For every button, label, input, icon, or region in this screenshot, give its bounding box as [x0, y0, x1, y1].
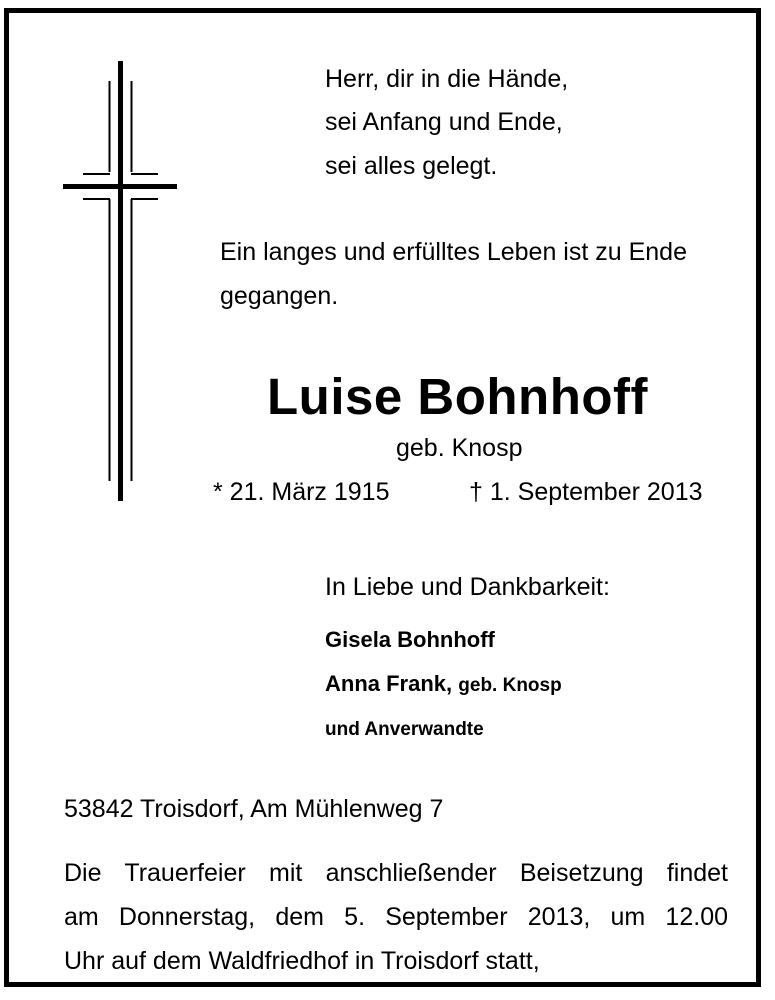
death-date: † 1. September 2013 — [469, 478, 703, 506]
verse-line-2: sei Anfang und Ende, — [325, 108, 563, 136]
mourner-relatives: und Anverwandte — [325, 719, 484, 740]
intro-line-1: Ein langes und erfülltes Leben ist zu Ende — [220, 238, 687, 266]
mourner-2 — [325, 673, 562, 695]
funeral-line-3: Uhr auf dem Waldfriedhof in Troisdorf statt, — [64, 947, 540, 975]
birth-date: * 21. März 1915 — [213, 478, 390, 506]
funeral-details — [64, 851, 728, 983]
deceased-name: Luise Bohnhoff — [267, 368, 648, 425]
address: 53842 Troisdorf, Am Mühlenweg 7 — [64, 795, 444, 823]
verse-line-3: sei alles gelegt. — [325, 152, 498, 180]
intro-line-2: gegangen. — [220, 282, 339, 310]
cross-icon — [61, 57, 181, 507]
verse-line-1: Herr, dir in die Hände, — [325, 65, 569, 93]
funeral-line-2: am Donnerstag, dem 5. September 2013, um 12.00 — [64, 903, 728, 931]
mourner-1: Gisela Bohnhoff — [325, 627, 495, 652]
maiden-name: geb. Knosp — [396, 434, 523, 462]
obituary-notice — [4, 8, 761, 987]
deceased-name-row — [9, 367, 756, 426]
mourner-2-name: Anna Frank, — [325, 671, 453, 696]
closing-phrase: In Liebe und Dankbarkeit: — [325, 573, 610, 601]
funeral-line-1: Die Trauerfeier mit anschließender Beisetzung findet — [64, 859, 728, 887]
mourner-2-note: geb. Knosp — [458, 675, 562, 696]
